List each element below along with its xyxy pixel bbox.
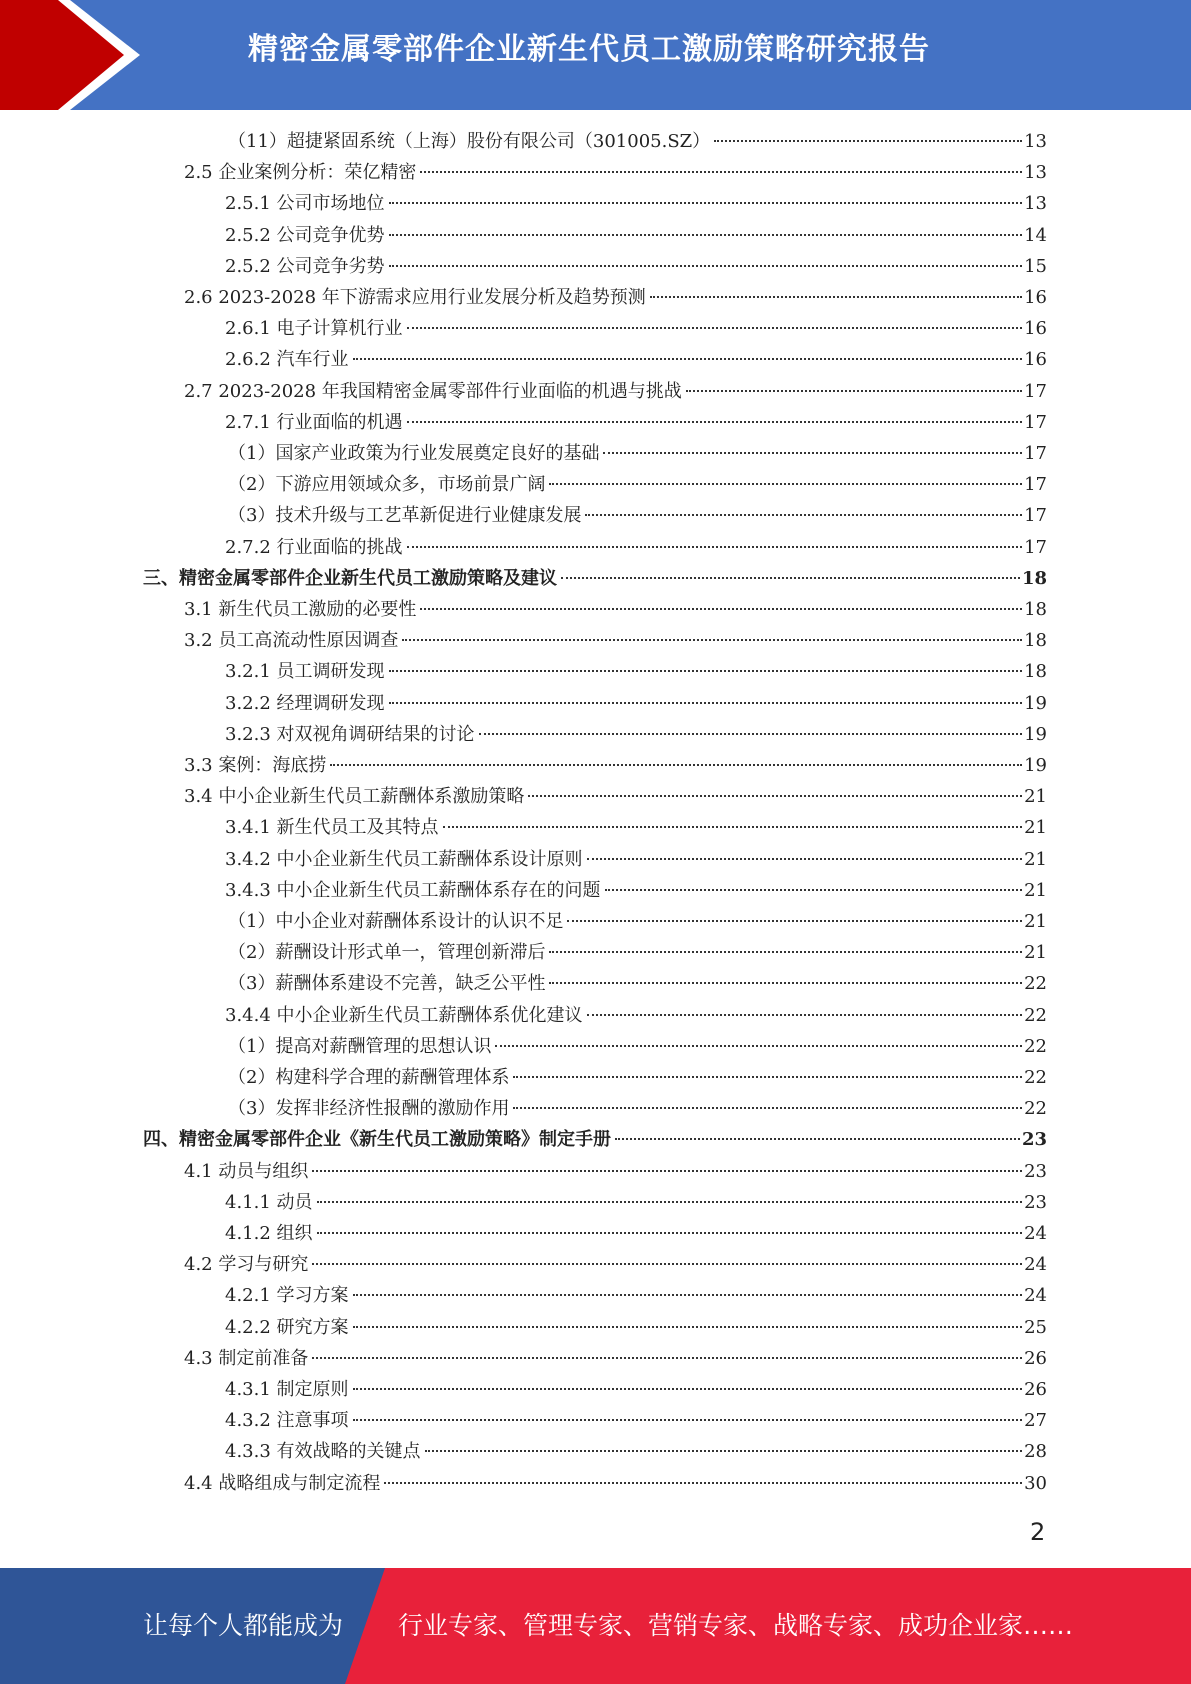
toc-leader-dots	[353, 1418, 1023, 1421]
toc-entry-page: 21	[1024, 786, 1047, 808]
toc-entry-title: 2.6.2 汽车行业	[225, 349, 349, 371]
toc-entry-page: 22	[1024, 1098, 1047, 1120]
toc-leader-dots	[353, 1387, 1023, 1390]
toc-entry-title: （1）提高对薪酬管理的思想认识	[228, 1035, 492, 1057]
toc-entry[interactable]	[225, 875, 1047, 906]
toc-entry[interactable]	[184, 594, 1047, 625]
toc-leader-dots	[549, 981, 1022, 984]
toc-entry-title: （2）下游应用领域众多，市场前景广阔	[228, 474, 546, 496]
toc-entry-title: （1）国家产业政策为行业发展奠定良好的基础	[228, 443, 600, 464]
toc-entry[interactable]	[184, 1343, 1047, 1374]
toc-entry-page: 17	[1024, 505, 1047, 527]
toc-leader-dots	[389, 264, 1023, 267]
toc-entry[interactable]	[184, 157, 1047, 188]
toc-entry-title: 3.1 新生代员工激励的必要性	[184, 599, 417, 620]
toc-entry-title: 3.2.2 经理调研发现	[225, 692, 385, 714]
toc-entry-page: 23	[1024, 1160, 1047, 1182]
toc-entry-title: 4.1 动员与组织	[184, 1160, 309, 1182]
toc-leader-dots	[425, 1449, 1023, 1452]
toc-leader-dots	[312, 1262, 1022, 1265]
toc-entry[interactable]	[228, 469, 1047, 500]
toc-leader-dots	[513, 1106, 1022, 1109]
toc-entry-page: 22	[1024, 973, 1047, 995]
toc-entry-title: 3.4 中小企业新生代员工薪酬体系激励策略	[184, 786, 525, 808]
toc-entry-page: 17	[1024, 536, 1047, 558]
toc-entry-title: 4.2.1 学习方案	[225, 1285, 349, 1307]
toc-leader-dots	[479, 732, 1023, 735]
report-title: 精密金属零部件企业新生代员工激励策略研究报告	[248, 32, 930, 67]
toc-entry[interactable]	[225, 344, 1047, 375]
toc-entry-title: （1）中小企业对薪酬体系设计的认识不足	[228, 911, 564, 932]
toc-entry-page: 18	[1024, 599, 1047, 620]
toc-entry-title: 4.1.1 动员	[225, 1191, 313, 1213]
toc-entry-title: （3）发挥非经济性报酬的激励作用	[228, 1098, 510, 1120]
toc-entry-title: 3.4.2 中小企业新生代员工薪酬体系设计原则	[225, 848, 583, 870]
toc-entry-page: 22	[1024, 1067, 1047, 1088]
toc-leader-dots	[605, 888, 1023, 891]
toc-entry-title: 2.5.1 公司市场地位	[225, 193, 385, 215]
toc-entry-page: 18	[1024, 630, 1047, 652]
footer-slogan-left: 让每个人都能成为	[143, 1611, 344, 1640]
toc-entry-title: 3.2.1 员工调研发现	[225, 661, 385, 683]
toc-entry[interactable]	[143, 563, 1047, 594]
toc-entry-title: 2.7.1 行业面临的机遇	[225, 411, 403, 433]
toc-entry-page: 22	[1024, 1035, 1047, 1057]
toc-entry-page: 24	[1024, 1254, 1047, 1276]
toc-entry-page: 19	[1024, 692, 1047, 714]
toc-entry[interactable]	[228, 1093, 1047, 1124]
toc-leader-dots	[330, 763, 1022, 766]
toc-leader-dots	[587, 1013, 1023, 1016]
toc-entry-title: 4.3.1 制定原则	[225, 1379, 349, 1400]
toc-entry-title: 4.3.2 注意事项	[225, 1410, 349, 1432]
toc-entry-title: 4.3 制定前准备	[184, 1347, 309, 1369]
toc-entry[interactable]	[225, 656, 1047, 687]
toc-leader-dots	[549, 950, 1022, 953]
toc-entry-title: 4.3.3 有效战略的关键点	[225, 1441, 421, 1463]
toc-entry[interactable]	[225, 1280, 1047, 1311]
toc-entry[interactable]	[225, 251, 1047, 282]
toc-entry-title: 四、精密金属零部件企业《新生代员工激励策略》制定手册	[143, 1129, 611, 1151]
toc-entry-title: 4.2.2 研究方案	[225, 1316, 349, 1338]
toc-entry[interactable]	[225, 688, 1047, 719]
toc-leader-dots	[615, 1137, 1020, 1140]
toc-entry-title: 4.2 学习与研究	[184, 1254, 309, 1276]
toc-entry[interactable]	[228, 1031, 1047, 1062]
toc-entry[interactable]	[225, 1218, 1047, 1249]
toc-leader-dots	[389, 201, 1023, 204]
toc-entry-page: 18	[1021, 567, 1047, 589]
toc-leader-dots	[407, 545, 1023, 548]
toc-entry-page: 14	[1024, 224, 1047, 246]
toc-entry[interactable]	[225, 532, 1047, 563]
toc-entry-title: （11）超捷紧固系统（上海）股份有限公司（301005.SZ）	[228, 131, 711, 152]
toc-entry-page: 22	[1024, 1004, 1047, 1026]
toc-entry[interactable]	[184, 376, 1047, 407]
toc-entry-page: 17	[1024, 411, 1047, 433]
toc-leader-dots	[402, 638, 1022, 641]
toc-leader-dots	[353, 357, 1023, 360]
toc-entry[interactable]	[225, 220, 1047, 251]
toc-leader-dots	[389, 701, 1023, 704]
toc-entry-title: （2）构建科学合理的薪酬管理体系	[228, 1067, 510, 1088]
toc-entry-page: 17	[1024, 380, 1047, 402]
toc-leader-dots	[587, 857, 1023, 860]
toc-leader-dots	[317, 1231, 1023, 1234]
toc-entry-title: 3.4.3 中小企业新生代员工薪酬体系存在的问题	[225, 879, 601, 901]
toc-entry[interactable]	[225, 812, 1047, 843]
toc-entry-title: 2.7 2023-2028 年我国精密金属零部件行业面临的机遇与挑战	[184, 380, 682, 402]
toc-entry-page: 24	[1024, 1285, 1047, 1307]
toc-entry-title: 3.4.1 新生代员工及其特点	[225, 817, 439, 839]
toc-leader-dots	[312, 1356, 1022, 1359]
toc-entry[interactable]	[184, 625, 1047, 656]
toc-entry-title: 2.5.2 公司竞争优势	[225, 224, 385, 246]
toc-entry[interactable]	[225, 407, 1047, 438]
toc-leader-dots	[650, 295, 1022, 298]
toc-entry-page: 19	[1024, 755, 1047, 776]
toc-entry-page: 30	[1024, 1472, 1047, 1494]
toc-leader-dots	[420, 170, 1022, 173]
toc-entry-page: 23	[1024, 1191, 1047, 1213]
toc-entry-page: 21	[1024, 879, 1047, 901]
toc-leader-dots	[389, 233, 1023, 236]
toc-entry-title: 4.1.2 组织	[225, 1223, 313, 1244]
toc-entry-page: 27	[1024, 1410, 1047, 1432]
toc-leader-dots	[567, 919, 1022, 922]
toc-leader-dots	[407, 326, 1023, 329]
toc-entry[interactable]	[225, 1374, 1047, 1405]
toc-entry[interactable]	[184, 1468, 1047, 1499]
toc-entry[interactable]	[228, 937, 1047, 968]
toc-entry[interactable]	[184, 750, 1047, 781]
toc-entry-page: 21	[1024, 848, 1047, 870]
toc-entry-title: （2）薪酬设计形式单一，管理创新滞后	[228, 942, 546, 964]
toc-entry-title: 2.5.2 公司竞争劣势	[225, 255, 385, 277]
toc-leader-dots	[495, 1044, 1022, 1047]
toc-entry[interactable]	[228, 500, 1047, 531]
toc-entry-page: 24	[1024, 1223, 1047, 1244]
toc-entry[interactable]	[184, 1156, 1047, 1187]
toc-entry[interactable]	[184, 1249, 1047, 1280]
toc-entry[interactable]	[228, 438, 1047, 469]
toc-leader-dots	[561, 576, 1020, 579]
toc-entry-title: 2.5 企业案例分析：荣亿精密	[184, 162, 417, 184]
toc-leader-dots	[528, 794, 1022, 797]
toc-entry-page: 16	[1024, 287, 1047, 308]
toc-entry-page: 28	[1024, 1441, 1047, 1463]
toc-leader-dots	[420, 607, 1022, 610]
toc-entry[interactable]	[184, 282, 1047, 313]
toc-leader-dots	[513, 1075, 1022, 1078]
toc-entry-page: 25	[1024, 1316, 1047, 1338]
toc-entry[interactable]	[225, 1405, 1047, 1436]
toc-entry-title: 2.6.1 电子计算机行业	[225, 318, 403, 340]
toc-entry-title: 3.2 员工高流动性原因调查	[184, 630, 399, 652]
toc-leader-dots	[384, 1481, 1022, 1484]
toc-entry[interactable]	[225, 1312, 1047, 1343]
toc-leader-dots	[686, 389, 1022, 392]
footer-banner	[0, 1568, 1191, 1684]
toc-entry-title: 4.4 战略组成与制定流程	[184, 1472, 381, 1494]
header-banner	[0, 0, 1191, 110]
toc-entry-page: 21	[1024, 942, 1047, 964]
toc-entry-title: 3.4.4 中小企业新生代员工薪酬体系优化建议	[225, 1004, 583, 1026]
toc-entry-title: 三、精密金属零部件企业新生代员工激励策略及建议	[143, 567, 557, 589]
toc-entry[interactable]	[228, 906, 1047, 937]
toc-entry-page: 23	[1021, 1129, 1047, 1151]
toc-entry-title: 2.7.2 行业面临的挑战	[225, 536, 403, 558]
toc-entry[interactable]	[225, 313, 1047, 344]
toc-leader-dots	[585, 513, 1022, 516]
toc-entry-page: 16	[1024, 318, 1047, 340]
toc-entry-page: 26	[1024, 1379, 1047, 1400]
toc-leader-dots	[407, 420, 1023, 423]
toc-entry-title: （3）薪酬体系建设不完善，缺乏公平性	[228, 973, 546, 995]
toc-entry[interactable]	[225, 844, 1047, 875]
toc-leader-dots	[353, 1293, 1023, 1296]
toc-entry[interactable]	[228, 126, 1047, 157]
toc-entry-page: 17	[1024, 474, 1047, 496]
toc-entry-page: 26	[1024, 1347, 1047, 1369]
toc-entry[interactable]	[225, 1000, 1047, 1031]
toc-leader-dots	[389, 669, 1023, 672]
page-number: 2	[1030, 1518, 1046, 1546]
toc-entry[interactable]	[225, 1187, 1047, 1218]
toc-entry-page: 15	[1024, 255, 1047, 277]
toc-entry-page: 21	[1024, 817, 1047, 839]
toc-entry[interactable]	[184, 781, 1047, 812]
footer-slogan-right: 行业专家、管理专家、营销专家、战略专家、成功企业家……	[398, 1611, 1074, 1640]
toc-entry-page: 21	[1024, 911, 1047, 932]
toc-entry-page: 13	[1024, 193, 1047, 215]
toc-leader-dots	[317, 1200, 1023, 1203]
toc-entry-page: 16	[1024, 349, 1047, 371]
toc-entry[interactable]	[228, 968, 1047, 999]
toc-leader-dots	[353, 1325, 1023, 1328]
toc-entry-page: 17	[1024, 443, 1047, 464]
toc-entry[interactable]	[228, 1062, 1047, 1093]
toc-leader-dots	[443, 825, 1023, 828]
toc-entry[interactable]	[143, 1124, 1047, 1155]
toc-entry[interactable]	[225, 188, 1047, 219]
toc-entry-title: 3.3 案例：海底捞	[184, 755, 327, 776]
toc-entry-page: 18	[1024, 661, 1047, 683]
toc-leader-dots	[549, 482, 1022, 485]
toc-entry-title: 3.2.3 对双视角调研结果的讨论	[225, 723, 475, 745]
toc-entry[interactable]	[225, 1436, 1047, 1467]
toc-entry-page: 13	[1024, 162, 1047, 184]
toc-entry-title: 2.6 2023-2028 年下游需求应用行业发展分析及趋势预测	[184, 287, 646, 308]
toc-entry-page: 19	[1024, 723, 1047, 745]
toc-entry[interactable]	[225, 719, 1047, 750]
toc-leader-dots	[603, 451, 1022, 454]
toc-entry-title: （3）技术升级与工艺革新促进行业健康发展	[228, 505, 582, 527]
toc-leader-dots	[714, 139, 1022, 142]
toc-entry-page: 13	[1024, 131, 1047, 152]
toc-leader-dots	[312, 1169, 1022, 1172]
